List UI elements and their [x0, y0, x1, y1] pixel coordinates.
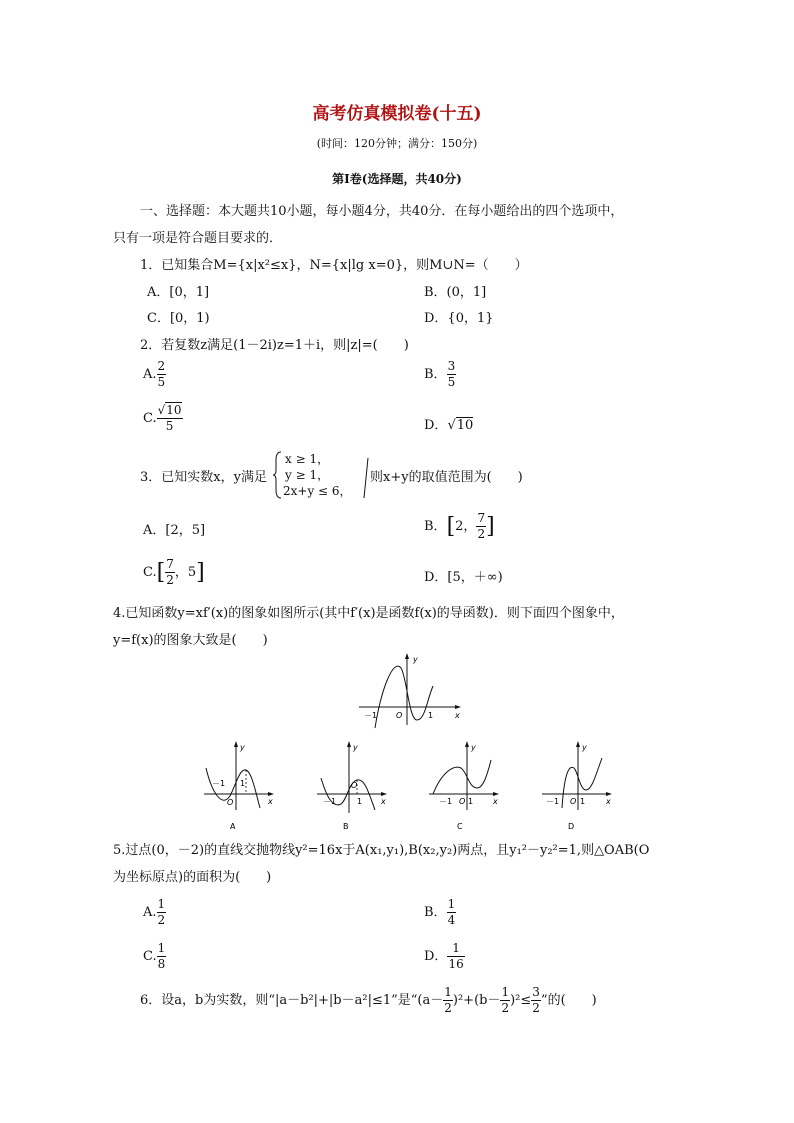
q3-c-num: 7	[166, 557, 174, 571]
q4-main-y-label: y	[413, 655, 418, 664]
q2-a-fraction	[157, 359, 167, 390]
q4-c-label: C	[457, 822, 463, 831]
q5-option-c: C. $\frac{1}{8}$	[143, 941, 166, 971]
svg-text:x: x	[493, 797, 498, 806]
q2-b-den: 5	[447, 375, 456, 389]
q2-option-d: D．√10	[424, 418, 474, 433]
q3-system-line-1: x ≥ 1，	[285, 452, 330, 466]
q1-option-a: A．[0，1]	[147, 285, 210, 300]
q3-b-fraction	[476, 511, 486, 542]
q3-brace-left	[273, 450, 283, 500]
q5-line-2: 为坐标原点)的面积为( )	[113, 870, 272, 885]
q3-stem-post: 则x+y的取值范围为( )	[370, 470, 523, 485]
q3-b-num: 7	[477, 511, 486, 525]
svg-text:x: x	[606, 797, 611, 806]
svg-text:－1: －1	[323, 797, 337, 806]
q4-b-label: B	[343, 822, 349, 831]
q3-option-a: A．[2，5]	[143, 523, 206, 538]
q2-b-fraction	[447, 359, 457, 390]
intro-line-2: 只有一项是符合题目要求的．	[113, 231, 283, 246]
svg-text:y: y	[471, 743, 476, 752]
q2-d-radicand: 10	[456, 418, 474, 433]
q2-stem: 2．若复数z满足(1－2i)z=1＋i，则|z|=( )	[140, 338, 409, 353]
svg-text:O: O	[227, 798, 234, 807]
svg-text:－1: －1	[439, 797, 453, 806]
q3-system-line-2: y ≥ 1，	[285, 468, 330, 482]
page-title: 高考仿真模拟卷(十五)	[312, 104, 482, 124]
q4-main-pos1: 1	[428, 711, 434, 720]
svg-text:－1: －1	[546, 797, 560, 806]
q2-a-label: A.	[143, 367, 157, 382]
q2-d-label: D．	[424, 418, 448, 433]
svg-text:－1: －1	[212, 779, 226, 788]
svg-text:O: O	[459, 797, 466, 806]
q4-line-2: y=f(x)的图象大致是( )	[113, 633, 268, 648]
q4-main-neg1: －1	[364, 711, 378, 720]
q2-c-num: √10	[157, 403, 182, 417]
q4-c-curve	[433, 760, 491, 794]
q3-b-label: B．	[424, 519, 447, 534]
svg-text:y: y	[582, 743, 587, 752]
q2-a-num: 2	[157, 359, 166, 373]
svg-text:1: 1	[468, 797, 474, 806]
q3-c-den: 2	[166, 573, 174, 587]
svg-text:1: 1	[580, 797, 586, 806]
q5-option-b: B． $\frac{1}{4}$	[424, 897, 456, 927]
q3-c-label: C.	[143, 565, 157, 580]
q2-option-c	[143, 403, 183, 434]
q3-system-line-3: 2x+y ≤ 6，	[283, 484, 352, 498]
q2-b-num: 3	[447, 359, 456, 373]
intro-line-1: 一、选择题：本大题共10小题，每小题4分，共40分．在每小题给出的四个选项中，	[140, 204, 624, 219]
exam-info: (时间：120分钟；满分：150分)	[316, 137, 478, 150]
q4-main-graph	[355, 650, 465, 730]
q3-c-fraction	[165, 557, 175, 588]
q5-line-1: 5.过点(0，－2)的直线交抛物线y²=16x于A(x₁,y₁),B(x₂,y₂)两点，且y₁²－y₂²=1,则△OAB(O	[113, 843, 650, 858]
q2-c-label: C.	[143, 411, 157, 426]
q1-option-c: C．[0，1)	[147, 311, 210, 326]
q1-stem: 1．已知集合M={x|x²≤x}，N={x|lg x=0}，则M∪N=（ ）	[140, 258, 528, 273]
q5-option-d: D． $\frac{1}{16}$	[424, 941, 464, 971]
svg-text:y: y	[240, 743, 245, 752]
q3-option-b: B．[2， $\frac{7}{2}$ ]	[424, 511, 495, 541]
svg-text:x: x	[268, 797, 273, 806]
q4-d-label: D	[568, 822, 575, 831]
q5-option-a: A. $\frac{1}{2}$	[143, 897, 166, 927]
q3-b-den: 2	[477, 527, 486, 541]
q3-brace-right	[362, 456, 370, 500]
svg-text:x: x	[381, 797, 386, 806]
q1-option-b: B．(0，1]	[424, 285, 487, 300]
q4-graph-c	[425, 738, 505, 833]
q4-main-curve	[375, 666, 433, 728]
q4-line-1: 4.已知函数y=xf′(x)的图象如图所示(其中f′(x)是函数f(x)的导函数)．则下面四个图象中，	[113, 606, 624, 621]
q3-option-c: C.[ $\frac{7}{2}$ ，5]	[143, 557, 205, 587]
q4-graph-d	[538, 738, 618, 833]
q2-b-label: B．	[424, 367, 447, 382]
q2-c-fraction	[157, 403, 183, 434]
q2-option-a	[143, 359, 166, 390]
q1-option-d: D．{0，1}	[424, 311, 494, 326]
q3-b-left: 2，	[455, 519, 477, 534]
svg-text:1: 1	[357, 797, 363, 806]
svg-text:O: O	[351, 781, 358, 790]
q6-stem: 6．设a，b为实数，则“|a－b²|+|b－a²|≤1”是“(a－ $\frac{1}{2}$ )²+(b－ $\frac{1}{2}$ )²≤ $\frac{3}{2}$ ”的( )	[140, 985, 597, 1015]
q2-option-b	[424, 359, 456, 390]
q3-stem-pre: 3．已知实数x，y满足	[140, 470, 267, 485]
svg-text:O: O	[570, 797, 577, 806]
q4-a-label: A	[230, 822, 236, 831]
q2-c-den: 5	[165, 419, 174, 433]
q4-main-x-label: x	[455, 711, 460, 720]
svg-text:1: 1	[240, 779, 246, 788]
q4-graph-b	[313, 738, 393, 833]
q4-main-y-arrow	[405, 653, 409, 659]
q2-a-den: 5	[157, 375, 166, 389]
q4-main-x-arrow	[455, 705, 461, 709]
q4-main-origin: O	[396, 711, 403, 720]
q3-option-d: D．[5，＋∞)	[424, 570, 503, 585]
q4-graph-a	[200, 738, 280, 833]
svg-text:y: y	[353, 743, 358, 752]
part-heading: 第Ⅰ卷(选择题，共40分)	[332, 172, 462, 186]
q3-c-right: ，5	[174, 565, 197, 580]
